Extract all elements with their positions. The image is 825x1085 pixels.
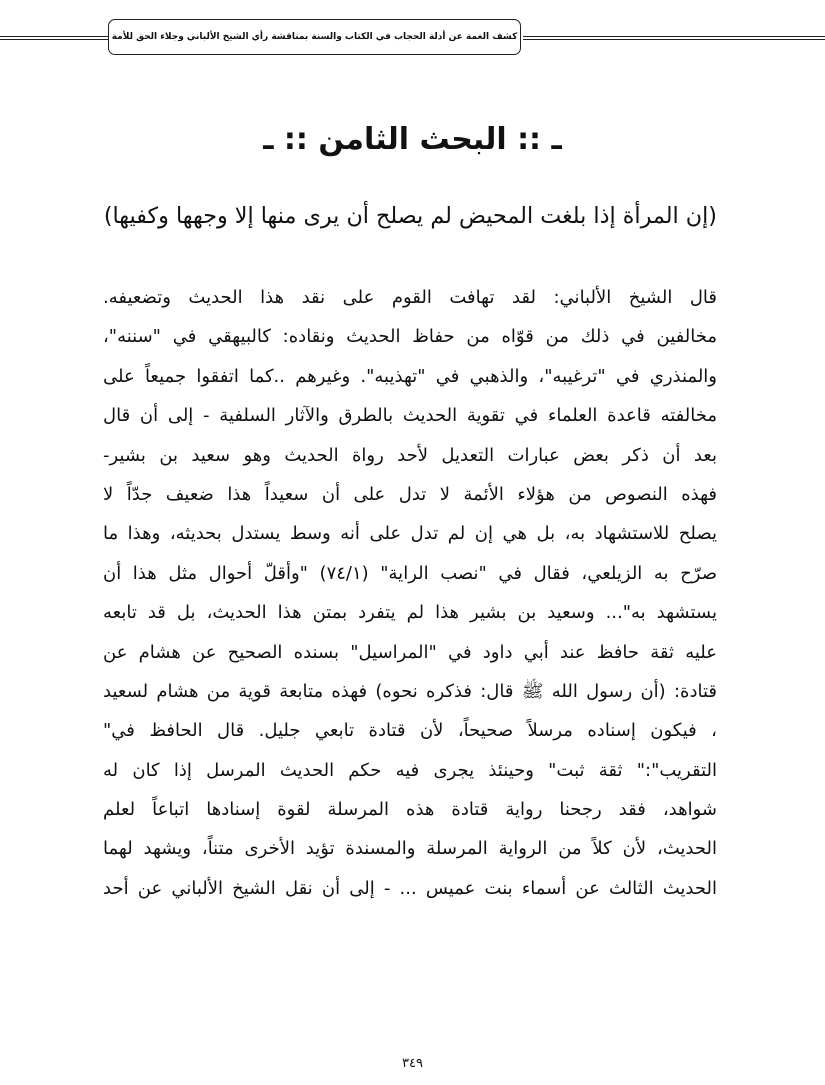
section-title: ـ :: البحث الثامن :: ـ xyxy=(263,122,562,157)
text-line: مخالفته قاعدة العلماء في تقوية الحديث بالطرق والآثار السلفية - إلى أن قال xyxy=(103,405,717,427)
text-line: مخالفين في ذلك من قوّاه من حفاظ الحديث ونقاده: كالبيهقي في "سننه"، xyxy=(103,326,717,348)
text-line: يصلح للاستشهاد به، بل هي إن لم تدل على أنه وسط يستدل بحديثه، وهذا ما xyxy=(103,523,717,545)
text-line: الحديث، لأن كلاً من الرواية المرسلة والمسندة تؤيد الأخرى متناً، ويشهد لهما xyxy=(103,838,717,860)
text-line: والمنذري في "ترغيبه"، والذهبي في "تهذيبه". وغيرهم ..كما اتفقوا جميعاً على xyxy=(103,365,717,387)
section-subtitle: (إن المرأة إذا بلغت المحيض لم يصلح أن يرى منها إلا وجهها وكفيها) xyxy=(103,203,717,229)
header-rule-right xyxy=(523,36,825,40)
running-header xyxy=(108,19,521,55)
text-line: شواهد، فقد رجحنا رواية قتادة هذه المرسلة لقوة إسنادها اتباعاً لعلم xyxy=(103,799,717,821)
header-rule-left xyxy=(0,36,108,40)
text-line: قتادة: (أن رسول الله ﷺ قال: فذكره نحوه) فهذه متابعة قوية من هشام لسعيد xyxy=(103,680,717,702)
text-line: صرّح به الزيلعي، فقال في "نصب الراية" (٧٤/١) "وأقلّ أحوال مثل هذا أن xyxy=(103,562,717,584)
text-line: التقريب":" ثقة ثبت" وحينئذ يجرى فيه حكم الحديث المرسل إذا كان له xyxy=(103,759,717,781)
running-header-title: كشف الغمة عن أدلة الحجاب في الكتاب والسنة بمناقشة رأي الشيخ الألباني وجلاء الحق للأمة xyxy=(111,32,518,42)
text-line: ، فيكون إسناده مرسلاً صحيحاً، لأن قتادة تابعي جليل. قال الحافظ في" xyxy=(103,720,717,742)
text-line: يستشهد به"... وسعيد بن بشير هذا لم يتفرد بمتن هذا الحديث، بل قد تابعه xyxy=(103,602,717,624)
text-line: بعد أن ذكر بعض عبارات التعديل لأحد رواة الحديث وهو سعيد بن بشير- xyxy=(103,444,717,466)
page-number: ٣٤٩ xyxy=(402,1056,423,1071)
text-line: فهذه النصوص من هؤلاء الأئمة لا تدل على أن سعيداً هذا ضعيف جدّاً لا xyxy=(103,483,717,505)
text-line: عليه ثقة حافظ عند أبي داود في "المراسيل" بسنده الصحيح عن هشام عن xyxy=(103,641,717,663)
text-line: الحديث الثالث عن أسماء بنت عميس ... - إلى أن نقل الشيخ الألباني عن أحد xyxy=(103,877,717,899)
text-line: قال الشيخ الألباني: لقد تهافت القوم على نقد هذا الحديث وتضعيفه. xyxy=(103,287,717,308)
body-text xyxy=(103,278,717,908)
